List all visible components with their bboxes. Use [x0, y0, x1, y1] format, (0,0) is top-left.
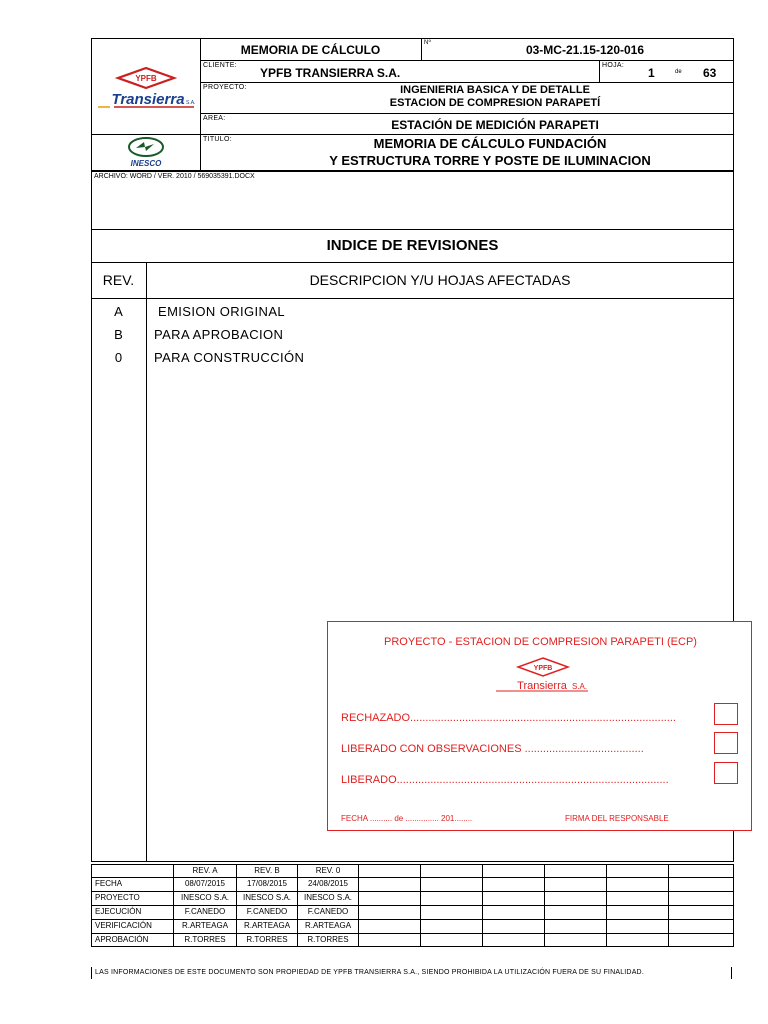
hoja-label: HOJA: — [602, 62, 625, 69]
table-header-rev-a: REV. A — [192, 866, 218, 875]
table-cell: 08/07/2015 — [184, 879, 226, 888]
logo-transierra-text: Transierra — [111, 91, 185, 108]
table-cell: INESCO S.A. — [180, 893, 229, 902]
stamp-liberado-obs: LIBERADO CON OBSERVACIONES ....................................... — [341, 743, 644, 755]
stamp-fecha: FECHA .......... de ............... 201........ — [341, 814, 473, 823]
rev-code: A — [114, 304, 123, 319]
doc-number: 03-MC-21.15-120-016 — [525, 43, 645, 57]
ypfb-transierra-logo — [96, 66, 196, 112]
table-cell: R.ARTEAGA — [243, 921, 291, 930]
hoja-value: 1 — [648, 66, 655, 80]
stamp-logo-ypfb: YPFB — [533, 665, 553, 672]
footer-bar-left — [91, 967, 92, 979]
table-cell: 17/08/2015 — [246, 879, 288, 888]
liberado-obs-checkbox[interactable] — [714, 732, 738, 754]
rev-code: B — [114, 327, 123, 342]
stamp-rechazado: RECHAZADO....................................................................................... — [341, 712, 676, 724]
table-row-label: EJECUCIÓN — [95, 907, 142, 916]
proyecto-line1: INGENIERIA BASICA Y DE DETALLE — [400, 84, 590, 96]
cliente-value: YPFB TRANSIERRA S.A. — [260, 66, 401, 80]
svg-text:S.A.: S.A. — [186, 100, 196, 106]
table-header-rev-b: REV. B — [254, 866, 280, 875]
revisions-title: INDICE DE REVISIONES — [326, 237, 499, 254]
table-cell: R.TORRES — [246, 935, 288, 944]
cliente-label: CLIENTE: — [203, 62, 237, 69]
titulo-label: TITULO: — [203, 136, 232, 143]
titulo-line2: Y ESTRUCTURA TORRE Y POSTE DE ILUMINACION — [329, 153, 651, 168]
rev-description: PARA CONSTRUCCIÓN — [154, 350, 305, 365]
proyecto-label: PROYECTO: — [203, 84, 247, 91]
table-cell: F.CANEDO — [246, 907, 288, 916]
logo-inesco-text: INESCO — [130, 159, 162, 168]
rechazado-checkbox[interactable] — [714, 703, 738, 725]
table-row-label: FECHA — [95, 879, 123, 888]
table-cell: R.ARTEAGA — [304, 921, 352, 930]
doc-number-label: Nº — [424, 40, 432, 46]
rev-column-divider — [146, 262, 147, 862]
table-cell: INESCO S.A. — [303, 893, 352, 902]
footer-notice: LAS INFORMACIONES DE ESTE DOCUMENTO SON PROPIEDAD DE YPFB TRANSIERRA S.A., SIENDO PROHIBIDA LA UTILIZACIÓN FUERA DE SU FINALIDAD. — [95, 969, 644, 976]
table-row-label: APROBACIÓN — [95, 935, 149, 944]
approval-stamp — [327, 621, 752, 831]
rev-description: EMISION ORIGINAL — [158, 304, 286, 319]
table-row-label: PROYECTO — [95, 893, 140, 902]
table-cell: R.ARTEAGA — [181, 921, 229, 930]
stamp-liberado: LIBERADO......................................................................................... — [341, 774, 669, 786]
header-divider — [200, 38, 201, 171]
footer-bar-right — [731, 967, 732, 979]
table-cell: R.TORRES — [307, 935, 349, 944]
rev-description: PARA APROBACION — [154, 327, 284, 342]
stamp-firma: FIRMA DEL RESPONSABLE — [565, 814, 669, 823]
desc-column-header: DESCRIPCION Y/U HOJAS AFECTADAS — [309, 272, 571, 288]
svg-text:S.A.: S.A. — [572, 682, 588, 691]
table-cell: F.CANEDO — [307, 907, 349, 916]
table-cell: R.TORRES — [184, 935, 226, 944]
table-cell: INESCO S.A. — [242, 893, 291, 902]
table-row-label: VERIFICACIÓN — [95, 921, 152, 930]
logo-ypfb-text: YPFB — [135, 74, 157, 83]
area-label: AREA: — [203, 115, 226, 122]
titulo-line1: MEMORIA DE CÁLCULO FUNDACIÓN — [373, 136, 607, 151]
hoja-de-label: de — [675, 69, 682, 75]
doc-type: MEMORIA DE CÁLCULO — [240, 43, 381, 57]
archivo-info: ARCHIVO: WORD / VER. 2010 / 569035391.DOCX — [94, 173, 255, 180]
proyecto-line2: ESTACION DE COMPRESION PARAPETÍ — [389, 97, 601, 109]
rev-code: 0 — [114, 350, 123, 365]
stamp-title: PROYECTO - ESTACION DE COMPRESION PARAPETI (ECP) — [384, 636, 697, 648]
stamp-logo — [488, 656, 598, 692]
inesco-logo — [118, 136, 174, 169]
rev-column-header: REV. — [102, 272, 135, 288]
table-cell: 24/08/2015 — [307, 879, 349, 888]
table-cell: F.CANEDO — [184, 907, 226, 916]
table-header-rev-0: REV. 0 — [315, 866, 341, 875]
liberado-checkbox[interactable] — [714, 762, 738, 784]
stamp-logo-text: Transierra — [517, 680, 567, 692]
area-value: ESTACIÓN DE MEDICIÓN PARAPETI — [391, 118, 599, 132]
hoja-total: 63 — [703, 66, 717, 80]
